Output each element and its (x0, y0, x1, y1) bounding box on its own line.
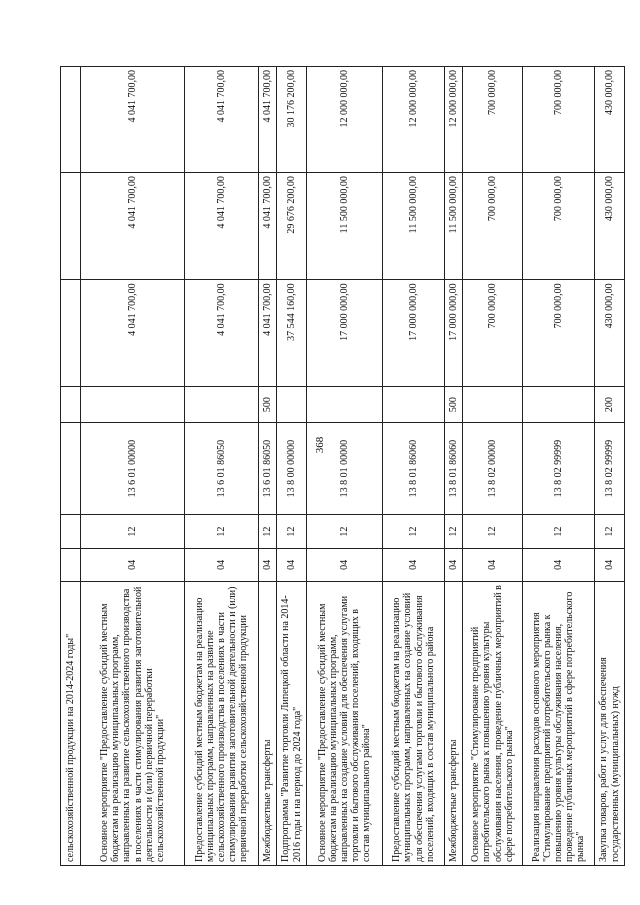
amount-1: 4 041 700,00 (81, 280, 185, 387)
amount-3: 4 041 700,00 (81, 67, 185, 173)
amount-2: 11 500 000,00 (445, 173, 463, 280)
section-code: 04 (445, 548, 463, 581)
budget-table (60, 66, 625, 866)
section-code: 04 (259, 548, 277, 581)
row-name: Межбюджетные трансферты (259, 581, 277, 865)
expense-type (81, 387, 185, 422)
amount-2: 11 500 000,00 (307, 173, 383, 280)
amount-2: 29 676 200,00 (277, 173, 307, 280)
amount-1 (61, 280, 81, 387)
expense-type (523, 387, 595, 422)
table-row (463, 67, 523, 866)
amount-1: 4 041 700,00 (259, 280, 277, 387)
amount-2: 4 041 700,00 (185, 173, 259, 280)
amount-1: 430 000,00 (595, 280, 625, 387)
amount-3: 430 000,00 (595, 67, 625, 173)
table-row (277, 67, 307, 866)
section-code: 04 (523, 548, 595, 581)
page-number: 368 (314, 436, 326, 454)
amount-1: 700 000,00 (523, 280, 595, 387)
amount-2: 430 000,00 (595, 173, 625, 280)
expense-type: 500 (445, 387, 463, 422)
row-name: Предоставление субсидий местным бюджетам на реализацию муниципальных программ, направленных на создание условий для обеспечения услугами торговли и бытового обслуживания поселений, входящих в состав муниципального района (383, 581, 445, 865)
subsection-code (61, 515, 81, 548)
subsection-code: 12 (307, 515, 383, 548)
subsection-code: 12 (185, 515, 259, 548)
expense-type (277, 387, 307, 422)
expense-type (463, 387, 523, 422)
table-row (81, 67, 185, 866)
expense-type: 500 (259, 387, 277, 422)
row-name: Реализация направления расходов основного мероприятия "Стимулирование предприятий потребительского рынка к повышению уровня культуры обслуживания населения, проведение публичных мероприятий в сфере потребительского рынка" (523, 581, 595, 865)
subsection-code: 12 (445, 515, 463, 548)
section-code: 04 (277, 548, 307, 581)
amount-3: 12 000 000,00 (383, 67, 445, 173)
subsection-code: 12 (595, 515, 625, 548)
amount-1: 17 000 000,00 (383, 280, 445, 387)
section-code: 04 (383, 548, 445, 581)
amount-2: 700 000,00 (523, 173, 595, 280)
amount-3: 12 000 000,00 (445, 67, 463, 173)
subsection-code: 12 (277, 515, 307, 548)
section-code: 04 (81, 548, 185, 581)
target-article: 13 8 00 00000 (277, 422, 307, 515)
target-article: 13 6 01 86050 (185, 422, 259, 515)
amount-3: 4 041 700,00 (259, 67, 277, 173)
table-row (259, 67, 277, 866)
amount-1: 17 000 000,00 (307, 280, 383, 387)
target-article: 13 6 01 86050 (259, 422, 277, 515)
section-code (61, 548, 81, 581)
amount-3 (61, 67, 81, 173)
amount-1: 37 544 160,00 (277, 280, 307, 387)
table-row (307, 67, 383, 866)
section-code: 04 (307, 548, 383, 581)
target-article: 13 8 02 99999 (523, 422, 595, 515)
amount-3: 12 000 000,00 (307, 67, 383, 173)
expense-type (61, 387, 81, 422)
section-code: 04 (463, 548, 523, 581)
target-article: 13 8 01 00000 (307, 422, 383, 515)
row-name: сельскохозяйственной продукции на 2014-2024 годы" (61, 581, 81, 865)
amount-3: 700 000,00 (523, 67, 595, 173)
subsection-code: 12 (383, 515, 445, 548)
subsection-code: 12 (523, 515, 595, 548)
table-row (383, 67, 445, 866)
row-name: Межбюджетные трансферты (445, 581, 463, 865)
target-article (61, 422, 81, 515)
target-article: 13 8 01 86060 (445, 422, 463, 515)
row-name: Предоставление субсидий местным бюджетам на реализацию муниципальных программ, направленных на развитие сельскохозяйственного производства в поселениях в части стимулирования развития заготовительной деятельности и (или) первичной переработки сельскохозяйственной продукции (185, 581, 259, 865)
row-name: Основное мероприятие "Предоставление субсидий местным бюджетам на реализацию муниципальных программ, направленных на создание условий для обеспечения услугами торговли и бытового обслуживания поселений, входящих в состав муниципального района" (307, 581, 383, 865)
expense-type: 200 (595, 387, 625, 422)
amount-2 (61, 173, 81, 280)
section-code: 04 (595, 548, 625, 581)
amount-2: 11 500 000,00 (383, 173, 445, 280)
subsection-code: 12 (81, 515, 185, 548)
amount-3: 4 041 700,00 (185, 67, 259, 173)
table-row (595, 67, 625, 866)
rotated-table-wrap (60, 66, 621, 866)
table-row (61, 67, 81, 866)
target-article: 13 8 02 99999 (595, 422, 625, 515)
amount-1: 17 000 000,00 (445, 280, 463, 387)
table-row (523, 67, 595, 866)
expense-type (307, 387, 383, 422)
amount-3: 700 000,00 (463, 67, 523, 173)
target-article: 13 6 01 00000 (81, 422, 185, 515)
expense-type (383, 387, 445, 422)
target-article: 13 8 01 86060 (383, 422, 445, 515)
subsection-code: 12 (259, 515, 277, 548)
subsection-code: 12 (463, 515, 523, 548)
row-name: Подпрограмма "Развитие торговли Липецкой области на 2014-2016 годы и на период до 2024 года" (277, 581, 307, 865)
amount-2: 4 041 700,00 (81, 173, 185, 280)
section-code: 04 (185, 548, 259, 581)
row-name: Основное мероприятие "Стимулирование предприятий потребительского рынка к повышению уровня культуры обслуживания населения, проведение публичных мероприятий в сфере потребительского рынка" (463, 581, 523, 865)
table-row (185, 67, 259, 866)
expense-type (185, 387, 259, 422)
amount-1: 700 000,00 (463, 280, 523, 387)
row-name: Основное мероприятие "Предоставление субсидий местным бюджетам на реализацию муниципальных программ, направленных на развитие сельскохозяйственного производства в поселениях в части стимулирования развития заготовительной деятельности и (или) первичной переработки сельскохозяйственной продукции" (81, 581, 185, 865)
amount-1: 4 041 700,00 (185, 280, 259, 387)
amount-2: 700 000,00 (463, 173, 523, 280)
row-name: Закупка товаров, работ и услуг для обеспечения государственных (муниципальных) нужд (595, 581, 625, 865)
amount-3: 30 176 200,00 (277, 67, 307, 173)
table-row (445, 67, 463, 866)
amount-2: 4 041 700,00 (259, 173, 277, 280)
target-article: 13 8 02 00000 (463, 422, 523, 515)
